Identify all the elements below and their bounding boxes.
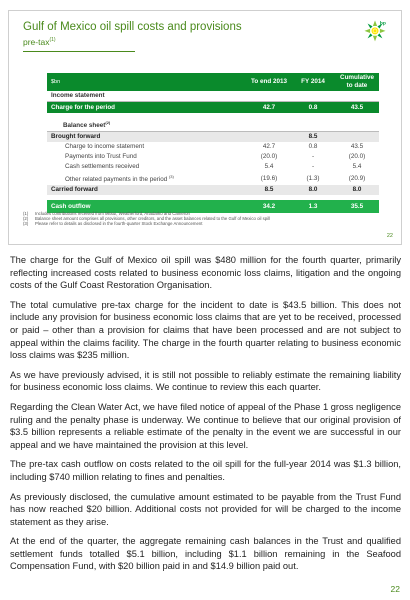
paragraph: The charge for the Gulf of Mexico oil spill was $480 million for the fourth quarter, primarily reflecting increased costs related to business economic loss claims, litigation and the ongoing costs of the Gulf Coast Restoration Organisation. <box>10 255 401 291</box>
slide-subtitle-footnote: (1) <box>49 37 56 44</box>
slide-subtitle-text: pre-tax <box>23 37 50 47</box>
table-header-row <box>47 73 379 91</box>
detail-v1: (20.0) <box>260 153 278 161</box>
income-statement-heading: Income statement <box>47 91 379 102</box>
detail-label: Payments into Trust Fund <box>65 153 137 161</box>
provisions-table <box>47 73 379 213</box>
detail-v1: (19.6) <box>260 174 278 182</box>
footnote <box>23 221 270 226</box>
detail-label: Cash settlements received <box>65 163 140 171</box>
table-row <box>47 172 379 185</box>
paragraph: As previously disclosed, the cumulative amount estimated to be payable from the Trust Fund has now reached $20 billion. Additional costs not provided for will be charged to the income statement as they arise. <box>10 491 401 527</box>
carried-forward-v1: 8.5 <box>247 185 291 195</box>
detail-v1: 42.7 <box>262 143 276 151</box>
cash-outflow-v2: 1.3 <box>291 200 335 213</box>
detail-v2: 0.8 <box>308 143 318 151</box>
brought-forward-v1 <box>247 132 291 143</box>
cash-outflow-v1: 34.2 <box>247 200 291 213</box>
commentary-text <box>10 254 401 580</box>
brought-forward-v3 <box>335 132 379 143</box>
slide-title: Gulf of Mexico oil spill costs and provisions <box>23 21 242 33</box>
slide-page-number: 22 <box>386 233 393 239</box>
balance-sheet-heading-row <box>47 118 379 132</box>
table-row <box>47 142 379 152</box>
col-header-to-end-2013: To end 2013 <box>247 73 291 91</box>
carried-forward-v3: 8.0 <box>335 185 379 195</box>
footnote-text: Includes contributions received from Mitsui, Weatherford, Anadarko and Cameron <box>35 211 190 216</box>
title-underline <box>23 51 135 52</box>
paragraph: Regarding the Clean Water Act, we have filed notice of appeal of the Phase 1 gross negligence ruling and the penalty phase is underway. We continue to believe that our original provision of $3.5 billion represents a reliable estimate of the penalty in the event we are successful in our appeal and we have maintained the provision at this level. <box>10 401 401 450</box>
charge-v3: 43.5 <box>335 102 379 114</box>
charge-label: Charge for the period <box>47 102 247 114</box>
paragraph: As we have previously advised, it is still not possible to reliably estimate the remaining liability for business economic loss claims. We continue to review this each quarter. <box>10 369 401 393</box>
detail-v2: - <box>311 153 315 161</box>
income-statement-heading-row <box>47 91 379 102</box>
slide-subtitle <box>23 37 56 47</box>
bp-logo-text: bp <box>379 21 386 27</box>
detail-v2: (1.3) <box>306 174 320 182</box>
footnote-marker: (3) <box>23 221 29 227</box>
detail-label: Charge to income statement <box>65 143 145 151</box>
brought-forward-v2: 8.5 <box>291 132 335 143</box>
balance-sheet-label: Balance sheet <box>63 122 106 130</box>
col-header-fy2014: FY 2014 <box>291 73 335 91</box>
detail-label-text: Other related payments in the period <box>65 176 168 184</box>
detail-label <box>47 172 247 185</box>
table-row <box>47 152 379 162</box>
carried-forward-label: Carried forward <box>47 185 247 195</box>
carried-forward-row <box>47 185 379 195</box>
detail-v1: 5.4 <box>264 163 274 171</box>
detail-v2: - <box>311 163 315 171</box>
detail-v3: (20.9) <box>348 174 366 182</box>
footnote-text: Balance sheet amount comprises all provisions, other creditors, and the asset balances related to the Gulf of Mexico oil spill <box>35 216 271 222</box>
paragraph: At the end of the quarter, the aggregate remaining cash balances in the Trust and qualified settlement funds totalled $5.1 billion, including $1.1 billion remaining in the Seafood Compensation Fund, with $20 billion paid in and $14.9 billion paid out. <box>10 536 401 572</box>
footnote-marker: (2) <box>23 216 29 222</box>
paragraph: The total cumulative pre-tax charge for the incident to date is $43.5 billion. This does not include any provision for business economic loss claims that are yet to be received, processed or paid – other than a provision for claims that have been processed and are not subject to appeal within the claims facility. The charge in the fourth quarter relating to business economic loss claims was $235 million. <box>10 299 401 361</box>
bp-logo-icon <box>361 19 389 47</box>
slide-footnotes <box>23 211 270 227</box>
col-header-cumulative: Cumulative to date <box>335 73 379 91</box>
unit-label: $bn <box>47 73 247 91</box>
table-row <box>47 162 379 172</box>
detail-v3: 43.5 <box>350 143 364 151</box>
balance-sheet-footnote: (2) <box>105 120 111 125</box>
footnote-text: Please refer to details as disclosed in the fourth-quarter Stock Exchange Announcement <box>35 221 203 227</box>
charge-v1: 42.7 <box>247 102 291 114</box>
detail-v3: 5.4 <box>352 163 362 171</box>
charge-row <box>47 102 379 114</box>
slide-panel <box>8 10 402 245</box>
brought-forward-label: Brought forward <box>47 132 247 143</box>
cash-outflow-v3: 35.5 <box>335 200 379 213</box>
balance-sheet-heading <box>47 118 379 132</box>
brought-forward-row <box>47 132 379 143</box>
charge-v2: 0.8 <box>291 102 335 114</box>
footnote-marker: (1) <box>23 211 29 216</box>
paragraph: The pre-tax cash outflow on costs related to the oil spill for the full-year 2014 was $1.3 billion, including $740 million relating to fines and penalties. <box>10 459 401 482</box>
carried-forward-v2: 8.0 <box>291 185 335 195</box>
detail-v3: (20.0) <box>348 153 366 161</box>
cash-outflow-label: Cash outflow <box>47 200 247 213</box>
page-number: 22 <box>390 584 400 594</box>
detail-footnote: (3) <box>168 174 174 180</box>
